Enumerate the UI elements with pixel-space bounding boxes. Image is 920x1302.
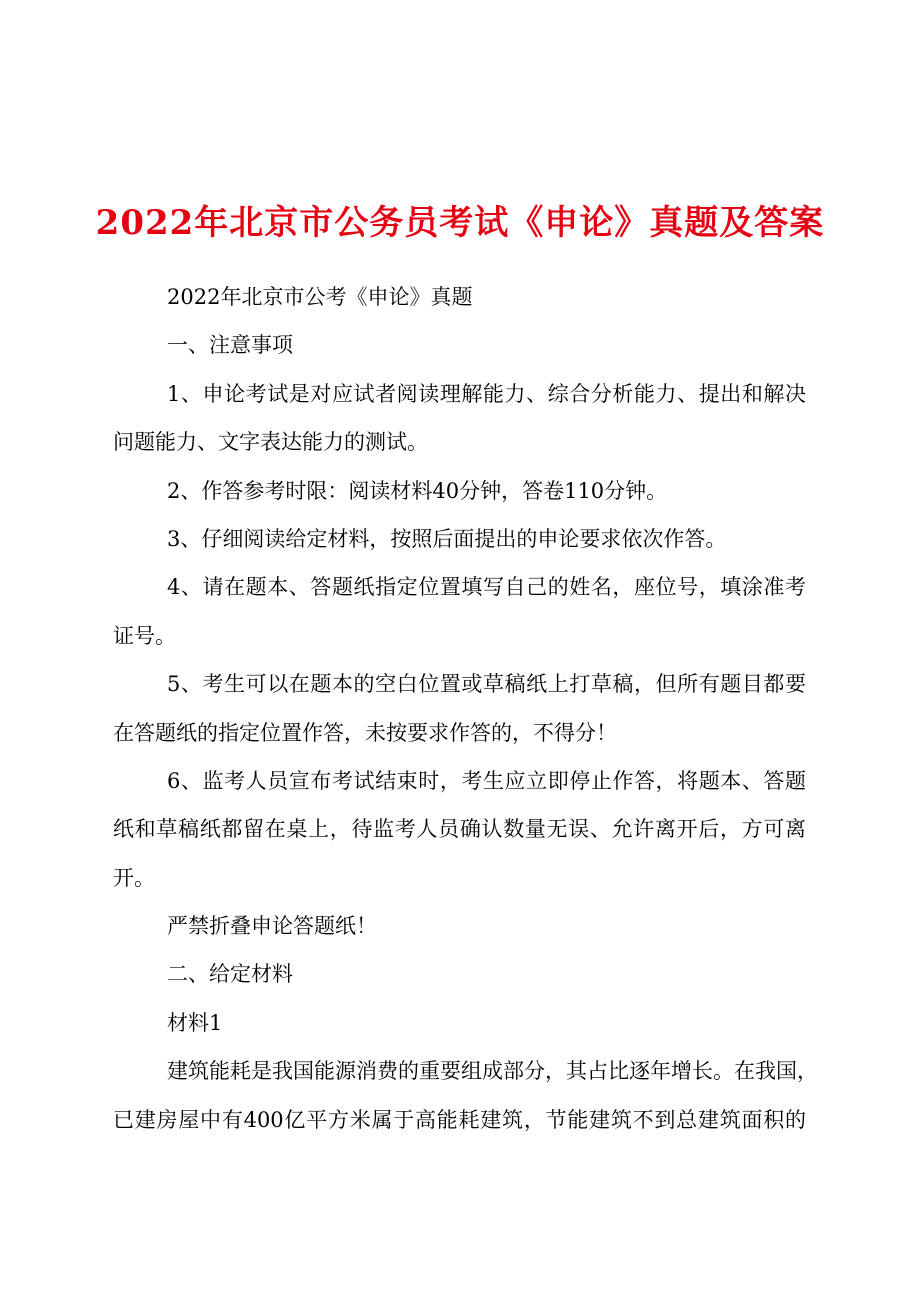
text-line: 2022年北京市公考《申论》真题 — [167, 285, 473, 309]
text-line: 在答题纸的指定位置作答，未按要求作答的，不得分！ — [113, 720, 617, 745]
text-line: 问题能力、文字表达能力的测试。 — [113, 430, 428, 455]
text-line: 2、作答参考时限：阅读材料40分钟，答卷110分钟。 — [167, 478, 668, 503]
text-line: 6、监考人员宣布考试结束时，考生应立即停止作答，将题本、答题 — [167, 768, 806, 793]
text-line: 材料1 — [167, 1010, 223, 1035]
text-line: 4、请在题本、答题纸指定位置填写自己的姓名，座位号，填涂准考 — [167, 575, 806, 600]
text-line: 开。 — [113, 865, 155, 890]
text-line: 二、给定材料 — [167, 962, 293, 987]
document-body — [113, 273, 818, 1144]
text-line: 1、申论考试是对应试者阅读理解能力、综合分析能力、提出和解决 — [167, 381, 806, 406]
text-line: 已建房屋中有400亿平方米属于高能耗建筑，节能建筑不到总建筑面积的 — [113, 1107, 806, 1132]
text-line: 5、考生可以在题本的空白位置或草稿纸上打草稿，但所有题目都要 — [167, 672, 806, 697]
text-line: 一、注意事项 — [167, 333, 293, 358]
text-line: 3、仔细阅读给定材料，按照后面提出的申论要求依次作答。 — [167, 526, 727, 551]
text-line: 证号。 — [113, 623, 176, 648]
text-line: 严禁折叠申论答题纸！ — [167, 914, 377, 939]
document-title: 2022年北京市公务员考试《申论》真题及答案 — [95, 203, 825, 243]
text-line: 建筑能耗是我国能源消费的重要组成部分，其占比逐年增长。在我国， — [167, 1059, 818, 1084]
text-line: 纸和草稿纸都留在桌上，待监考人员确认数量无误、允许离开后，方可离 — [113, 817, 806, 842]
